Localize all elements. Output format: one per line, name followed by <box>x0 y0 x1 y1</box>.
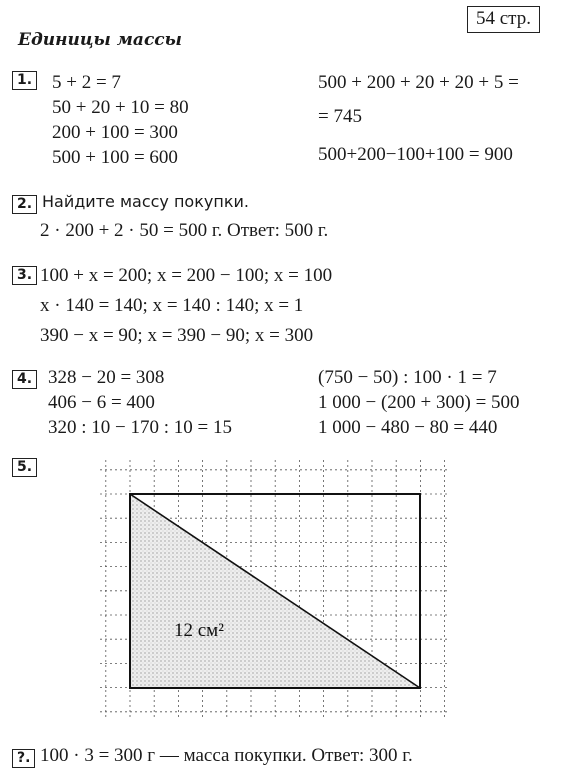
equation: 390 − x = 90; x = 390 − 90; x = 300 <box>40 325 314 346</box>
equation: = 745 <box>318 106 362 127</box>
equation: 328 − 20 = 308 <box>48 367 165 388</box>
equation: 200 + 100 = 300 <box>52 122 178 143</box>
page-number: 54 стр. <box>467 6 540 33</box>
task-1-left-column <box>52 70 189 170</box>
equation: 1 000 − 480 − 80 = 440 <box>318 417 498 438</box>
equation: 50 + 20 + 10 = 80 <box>52 97 189 118</box>
task-number-badge: 5. <box>12 458 37 477</box>
task-5-number <box>12 456 37 477</box>
task-number-badge: 3. <box>12 266 37 285</box>
task-number-badge: 4. <box>12 370 37 389</box>
equation: 5 + 2 = 7 <box>52 72 121 93</box>
task-1-right-column <box>318 70 519 167</box>
equation: 1 000 − (200 + 300) = 500 <box>318 392 520 413</box>
area-label: 12 см² <box>174 620 224 641</box>
task-4-left-column <box>48 365 232 440</box>
task-number-badge: ?. <box>12 749 35 768</box>
equation: 100 + x = 200; x = 200 − 100; x = 100 <box>40 265 333 286</box>
task-3-lines <box>40 261 332 351</box>
equation: x · 140 = 140; x = 140 : 140; x = 1 <box>40 295 304 316</box>
equation: 320 : 10 − 170 : 10 = 15 <box>48 417 232 438</box>
task-number-badge: 1. <box>12 71 37 90</box>
equation: (750 − 50) : 100 · 1 = 7 <box>318 367 497 388</box>
task-6-number <box>12 747 35 768</box>
equation: 500 + 100 = 600 <box>52 147 178 168</box>
task-2-prompt: Найдите массу покупки. <box>42 192 249 211</box>
task-6-answer: 100 · 3 = 300 г — масса покупки. Ответ: 300 г. <box>40 745 413 766</box>
task-4-right-column <box>318 365 520 440</box>
task-2-answer: 2 · 200 + 2 · 50 = 500 г. Ответ: 500 г. <box>40 220 329 241</box>
section-title: Единицы массы <box>18 30 182 50</box>
task-number-badge: 2. <box>12 195 37 214</box>
equation: 406 − 6 = 400 <box>48 392 155 413</box>
grid-figure <box>100 460 448 720</box>
equation: 500+200−100+100 = 900 <box>318 144 513 165</box>
task-4-number <box>12 368 37 389</box>
task-2-number <box>12 193 37 214</box>
task-3-number <box>12 264 37 285</box>
task-1-number <box>12 69 37 90</box>
equation: 500 + 200 + 20 + 20 + 5 = <box>318 72 519 93</box>
